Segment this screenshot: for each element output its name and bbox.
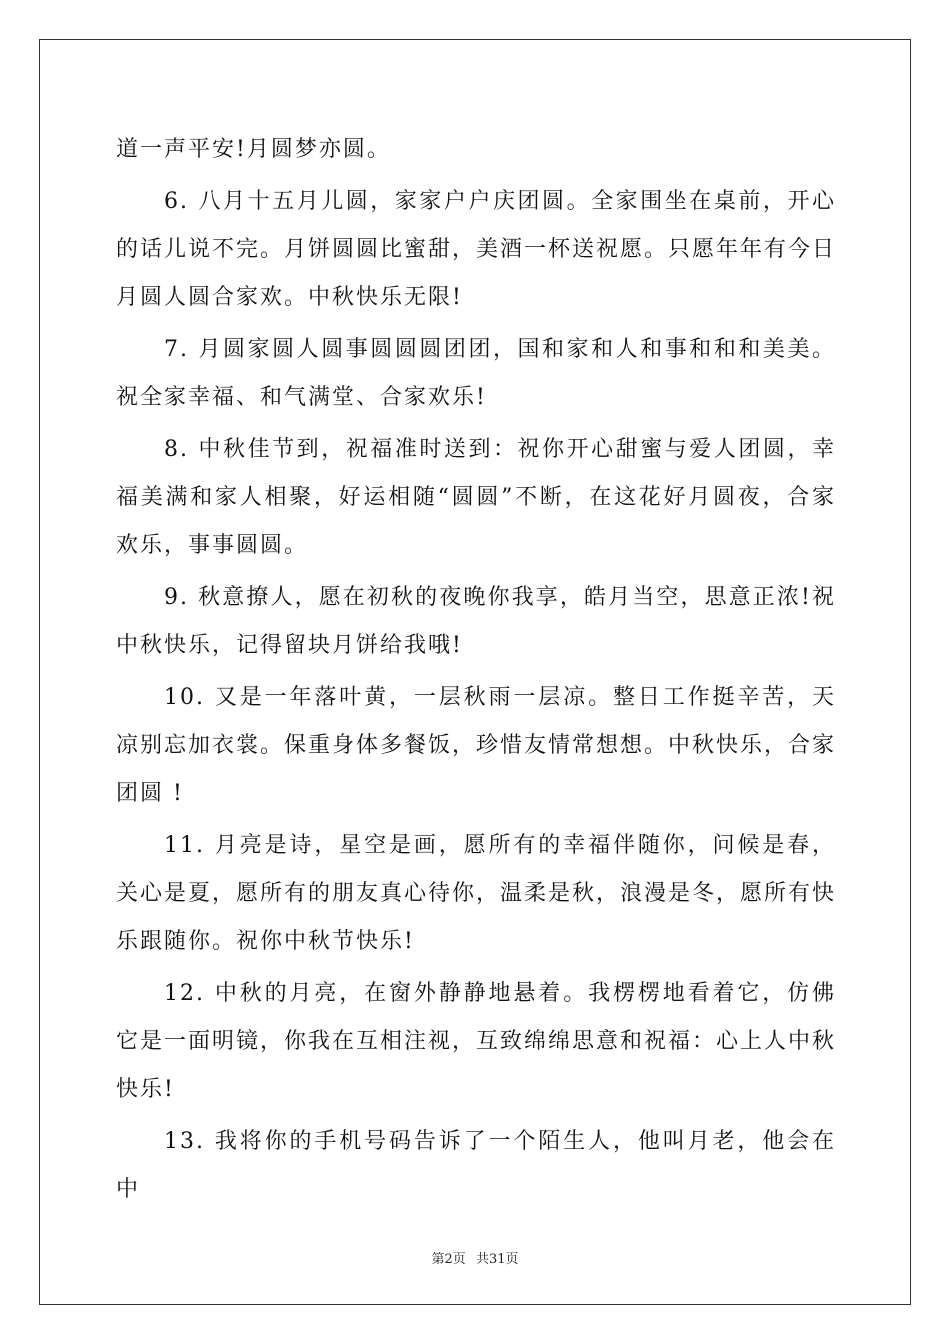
paragraph: 8. 中秋佳节到，祝福准时送到：祝你开心甜蜜与爱人团圆，幸福美满和家人相聚，好运相随“圆圆”不断，在这花好月圆夜，合家欢乐，事事圆圆。 [116,437,836,558]
page-number: 第2页 [431,1252,466,1267]
paragraph: 11. 月亮是诗，星空是画，愿所有的幸福伴随你，问候是春，关心是夏，愿所有的朋友真心待你，温柔是秋，浪漫是冬，愿所有快乐跟随你。祝你中秋节快乐! [116,833,837,954]
paragraph: 10. 又是一年落叶黄，一层秋雨一层凉。整日工作挺辛苦，天凉别忘加衣裳。保重身体多餐饭，珍惜友情常想想。中秋快乐，合家团圆 ! [116,685,837,806]
paragraph: 7. 月圆家圆人圆事圆圆圆团团，国和家和人和事和和和美美。祝全家幸福、和气满堂、合家欢乐! [116,337,836,410]
paragraph: 13. 我将你的手机号码告诉了一个陌生人，他叫月老，他会在中 [116,1129,836,1202]
paragraph: 道一声平安!月圆梦亦圆。 [116,137,391,162]
paragraph: 12. 中秋的月亮，在窗外静静地悬着。我楞楞地看着它，仿佛它是一面明镜，你我在互相注视，互致绵绵思意和祝福：心上人中秋快乐! [116,981,837,1102]
document-body [116,126,836,1218]
page-footer [0,1248,950,1267]
paragraph: 9. 秋意撩人，愿在初秋的夜晚你我享，皓月当空，思意正浓!祝中秋快乐，记得留块月饼给我哦! [116,585,836,658]
page-total: 共31页 [475,1252,519,1267]
paragraph: 6. 八月十五月儿圆，家家户户庆团圆。全家围坐在桌前，开心的话儿说不完。月饼圆圆比蜜甜，美酒一杯送祝愿。只愿年年有今日月圆人圆合家欢。中秋快乐无限! [116,189,837,310]
